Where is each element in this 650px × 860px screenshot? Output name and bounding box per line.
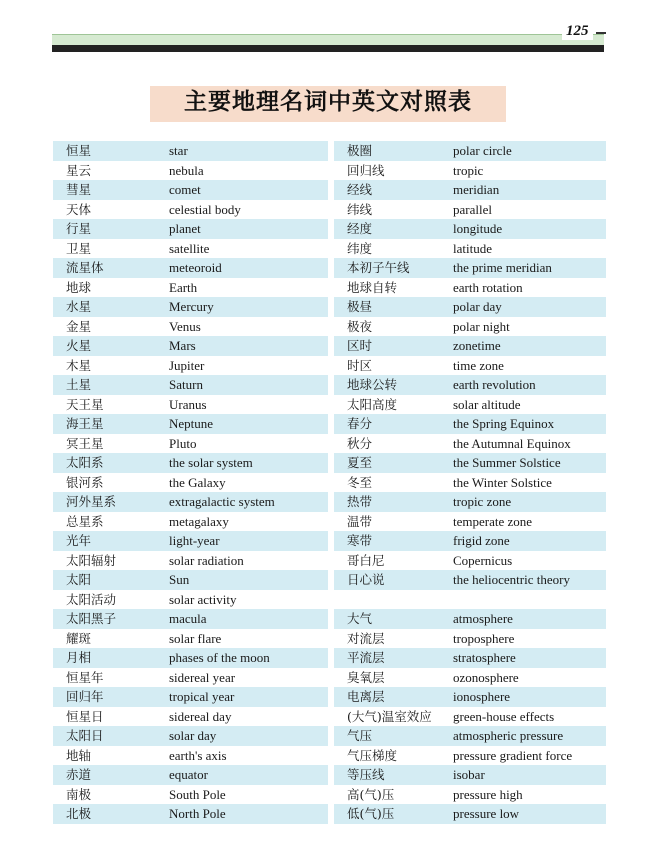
glossary-row <box>334 726 606 746</box>
english-term: time zone <box>453 357 504 373</box>
chinese-term: 平流层 <box>347 650 385 665</box>
glossary-row <box>53 473 328 493</box>
header-rule <box>52 45 604 52</box>
english-term: Sun <box>169 572 190 587</box>
chinese-term: 哥白尼 <box>347 552 385 568</box>
glossary-row <box>334 473 606 493</box>
glossary-row <box>334 687 606 707</box>
chinese-term: 气压 <box>347 728 373 743</box>
chinese-term: 河外星系 <box>66 494 117 509</box>
english-term: zonetime <box>453 338 501 353</box>
english-term: the heliocentric theory <box>453 572 570 587</box>
glossary-row <box>53 707 328 727</box>
english-term: meridian <box>453 182 500 197</box>
chinese-term: 行星 <box>66 221 92 236</box>
chinese-term: 光年 <box>66 533 92 548</box>
chinese-term: 总星系 <box>66 513 104 529</box>
glossary-row <box>53 141 328 161</box>
chinese-term: 流星体 <box>66 260 104 275</box>
chinese-term: 木星 <box>66 357 92 373</box>
english-term: earth's axis <box>169 747 227 763</box>
english-term: parallel <box>453 201 492 217</box>
chinese-term: 地球公转 <box>347 377 398 392</box>
glossary-row <box>53 434 328 454</box>
chinese-term: 银河系 <box>66 474 104 490</box>
english-term: North Pole <box>169 806 226 821</box>
chinese-term: 太阳高度 <box>347 396 398 412</box>
english-term: frigid zone <box>453 533 510 548</box>
glossary-row <box>53 258 328 278</box>
chinese-term: 夏至 <box>347 455 373 470</box>
english-term: solar activity <box>169 591 237 607</box>
glossary-row <box>334 570 606 590</box>
chinese-term: 回归年 <box>66 689 104 704</box>
glossary-row <box>53 570 328 590</box>
english-term: the Autumnal Equinox <box>453 435 571 451</box>
glossary-row <box>334 785 606 805</box>
glossary-row <box>53 414 328 434</box>
english-term: polar circle <box>453 143 512 158</box>
english-term: phases of the moon <box>169 650 270 665</box>
chinese-term: 地球自转 <box>347 279 398 295</box>
chinese-term: 大气 <box>347 611 373 626</box>
chinese-term: 对流层 <box>347 630 385 646</box>
chinese-term: 赤道 <box>66 767 92 782</box>
glossary-row <box>53 531 328 551</box>
section-gap <box>334 590 609 610</box>
english-term: earth rotation <box>453 279 523 295</box>
chinese-term: 寒带 <box>347 533 373 548</box>
english-term: ozonosphere <box>453 669 519 685</box>
english-term: Earth <box>169 279 198 295</box>
glossary-row <box>334 219 606 239</box>
chinese-term: 太阳日 <box>66 728 104 743</box>
glossary-left-column <box>53 141 328 824</box>
english-term: Uranus <box>169 396 207 412</box>
glossary-row <box>53 219 328 239</box>
glossary-row <box>53 453 328 473</box>
glossary-row <box>334 336 606 356</box>
chinese-term: 纬度 <box>347 240 373 256</box>
glossary-row <box>334 453 606 473</box>
english-term: stratosphere <box>453 650 516 665</box>
chinese-term: 地轴 <box>66 747 92 763</box>
chinese-term: 地球 <box>66 279 92 295</box>
english-term: troposphere <box>453 630 515 646</box>
glossary-row <box>334 804 606 824</box>
chinese-term: 恒星 <box>66 143 92 158</box>
english-term: satellite <box>169 240 210 256</box>
english-term: the solar system <box>169 455 253 470</box>
glossary-row <box>53 668 328 688</box>
english-term: solar altitude <box>453 396 521 412</box>
chinese-term: 土星 <box>66 377 92 392</box>
chinese-term: 天王星 <box>66 396 104 412</box>
english-term: metagalaxy <box>169 513 229 529</box>
chinese-term: 纬线 <box>347 201 373 217</box>
chinese-term: 月相 <box>66 650 92 665</box>
chinese-term: 本初子午线 <box>347 260 410 275</box>
chinese-term: 太阳 <box>66 572 92 587</box>
glossary-row <box>53 590 328 610</box>
glossary-row <box>334 648 606 668</box>
english-term: star <box>169 143 188 158</box>
english-term: sidereal day <box>169 708 232 724</box>
chinese-term: 气压梯度 <box>347 747 398 763</box>
glossary-right-column <box>334 141 609 824</box>
chinese-term: 太阳活动 <box>66 591 117 607</box>
glossary-row <box>53 336 328 356</box>
english-term: comet <box>169 182 201 197</box>
chinese-term: 北极 <box>66 806 92 821</box>
chinese-term: 高(气)压 <box>347 786 395 802</box>
english-term: meteoroid <box>169 260 222 275</box>
chinese-term: 卫星 <box>66 240 92 256</box>
chinese-term: (大气)温室效应 <box>347 708 432 724</box>
chinese-term: 金星 <box>66 318 92 334</box>
glossary-row <box>53 804 328 824</box>
chinese-term: 星云 <box>66 162 92 178</box>
glossary-row <box>334 141 606 161</box>
glossary-row <box>53 512 328 532</box>
chinese-term: 太阳辐射 <box>66 552 117 568</box>
glossary-row <box>334 356 606 376</box>
english-term: atmospheric pressure <box>453 728 564 743</box>
english-term: solar flare <box>169 630 222 646</box>
english-term: light-year <box>169 533 220 548</box>
glossary-row <box>53 297 328 317</box>
english-term: polar day <box>453 299 502 314</box>
glossary-row <box>334 531 606 551</box>
chinese-term: 经线 <box>347 182 373 197</box>
glossary-row <box>53 765 328 785</box>
english-term: pressure gradient force <box>453 747 573 763</box>
glossary-row <box>53 629 328 649</box>
glossary-row <box>53 746 328 766</box>
glossary-row <box>53 239 328 259</box>
chinese-term: 南极 <box>66 786 92 802</box>
chinese-term: 极夜 <box>347 318 373 334</box>
chinese-term: 臭氧层 <box>347 669 385 685</box>
glossary-row <box>334 180 606 200</box>
english-term: solar day <box>169 728 217 743</box>
chinese-term: 低(气)压 <box>347 806 395 821</box>
english-term: planet <box>169 221 201 236</box>
english-term: equator <box>169 767 208 782</box>
glossary-row <box>53 375 328 395</box>
chinese-term: 水星 <box>66 299 92 314</box>
glossary-row <box>334 375 606 395</box>
glossary-row <box>334 258 606 278</box>
glossary-row <box>53 356 328 376</box>
english-term: green-house effects <box>453 708 555 724</box>
english-term: polar night <box>453 318 510 334</box>
glossary-row <box>334 414 606 434</box>
english-term: Venus <box>169 318 201 334</box>
glossary-row <box>53 278 328 298</box>
english-term: Mars <box>169 338 196 353</box>
english-term: pressure high <box>453 786 523 802</box>
chinese-term: 经度 <box>347 221 373 236</box>
chinese-term: 秋分 <box>347 435 373 451</box>
english-term: the Galaxy <box>169 474 226 490</box>
glossary-row <box>334 707 606 727</box>
english-term: solar radiation <box>169 552 244 568</box>
english-term: Jupiter <box>169 357 205 373</box>
chinese-term: 极昼 <box>347 299 373 314</box>
english-term: celestial body <box>169 201 241 217</box>
english-term: temperate zone <box>453 513 533 529</box>
chinese-term: 恒星日 <box>66 708 104 724</box>
glossary-row <box>53 609 328 629</box>
glossary-row <box>334 239 606 259</box>
english-term: tropic <box>453 162 484 178</box>
glossary-row <box>53 200 328 220</box>
english-term: earth revolution <box>453 377 536 392</box>
chinese-term: 太阳黑子 <box>66 611 117 626</box>
glossary-row <box>334 434 606 454</box>
glossary-row <box>53 161 328 181</box>
english-term: latitude <box>453 240 492 256</box>
english-term: nebula <box>169 162 204 178</box>
chinese-term: 时区 <box>347 357 373 373</box>
english-term: tropic zone <box>453 494 512 509</box>
chinese-term: 太阳系 <box>66 455 104 470</box>
english-term: pressure low <box>453 806 520 821</box>
glossary-row <box>53 648 328 668</box>
glossary-row <box>334 317 606 337</box>
english-term: macula <box>169 611 207 626</box>
chinese-term: 日心说 <box>347 572 385 587</box>
glossary-row <box>53 726 328 746</box>
chinese-term: 春分 <box>347 416 373 431</box>
english-term: the Winter Solstice <box>453 474 552 490</box>
glossary-row <box>334 746 606 766</box>
glossary-row <box>53 687 328 707</box>
chinese-term: 冥王星 <box>66 435 104 451</box>
english-term: ionosphere <box>453 689 511 704</box>
glossary-row <box>334 200 606 220</box>
glossary-row <box>53 317 328 337</box>
english-term: sidereal year <box>169 669 236 685</box>
glossary-row <box>334 551 606 571</box>
chinese-term: 火星 <box>66 338 92 353</box>
chinese-term: 冬至 <box>347 474 373 490</box>
glossary-row <box>334 161 606 181</box>
chinese-term: 回归线 <box>347 162 385 178</box>
english-term: the prime meridian <box>453 260 552 275</box>
chinese-term: 极圈 <box>347 143 373 158</box>
glossary-row <box>53 492 328 512</box>
chinese-term: 天体 <box>66 201 92 217</box>
chinese-term: 恒星年 <box>66 669 104 685</box>
glossary-row <box>334 629 606 649</box>
chinese-term: 区时 <box>347 338 373 353</box>
glossary-row <box>334 668 606 688</box>
english-term: Saturn <box>169 377 203 392</box>
page-number-rule <box>596 32 606 34</box>
glossary-row <box>334 492 606 512</box>
english-term: isobar <box>453 767 485 782</box>
english-term: Mercury <box>169 299 214 314</box>
glossary-row <box>53 180 328 200</box>
glossary-row <box>334 297 606 317</box>
glossary-row <box>334 512 606 532</box>
glossary-row <box>53 551 328 571</box>
chinese-term: 等压线 <box>347 767 385 782</box>
english-term: tropical year <box>169 689 235 704</box>
glossary-row <box>334 395 606 415</box>
chinese-term: 电离层 <box>347 689 385 704</box>
page-title: 主要地理名词中英文对照表 <box>184 89 472 115</box>
english-term: the Spring Equinox <box>453 416 555 431</box>
glossary-row <box>334 278 606 298</box>
english-term: the Summer Solstice <box>453 455 561 470</box>
english-term: longitude <box>453 221 503 236</box>
english-term: atmosphere <box>453 611 513 626</box>
english-term: Neptune <box>169 416 214 431</box>
glossary-row <box>334 609 606 629</box>
chinese-term: 彗星 <box>66 182 92 197</box>
glossary-row <box>53 395 328 415</box>
glossary-row <box>53 785 328 805</box>
page-number: 125 <box>562 22 593 40</box>
english-term: Pluto <box>169 435 197 451</box>
chinese-term: 海王星 <box>66 416 104 431</box>
glossary-row <box>334 765 606 785</box>
english-term: South Pole <box>169 786 226 802</box>
english-term: extragalactic system <box>169 494 275 509</box>
chinese-term: 温带 <box>347 513 373 529</box>
chinese-term: 耀斑 <box>66 630 92 646</box>
english-term: Copernicus <box>453 552 513 568</box>
chinese-term: 热带 <box>347 494 373 509</box>
